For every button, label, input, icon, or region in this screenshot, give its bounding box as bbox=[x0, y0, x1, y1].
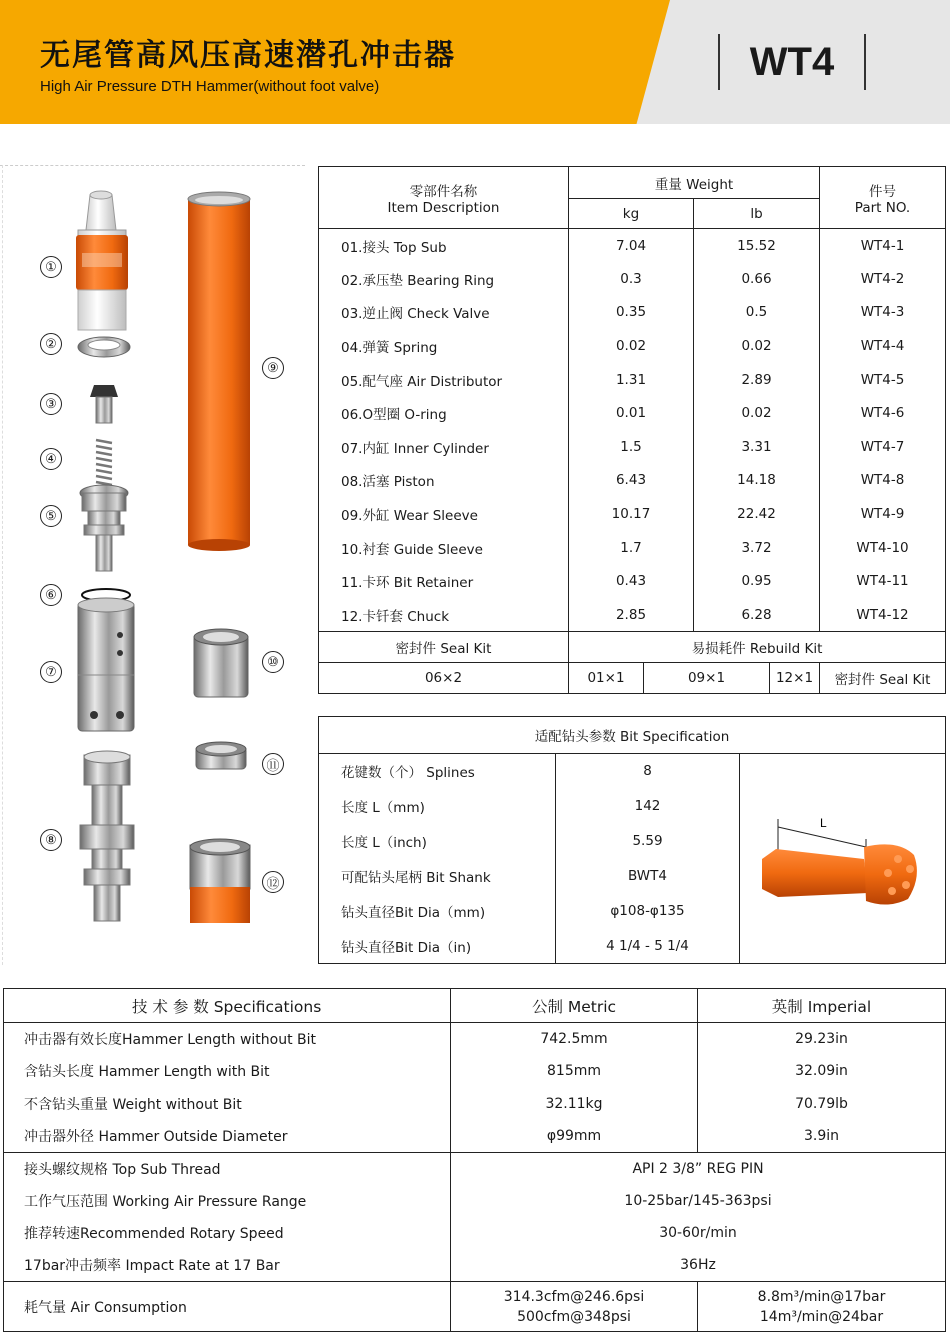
weight-kg: 1.7 bbox=[569, 531, 694, 565]
spec-label: 接头螺纹规格 Top Sub Thread bbox=[4, 1153, 451, 1185]
weight-lb: 2.89 bbox=[694, 363, 820, 397]
specifications-table bbox=[3, 988, 946, 1332]
spec-metric: φ99mm bbox=[451, 1120, 698, 1153]
table-row bbox=[319, 296, 946, 330]
weight-lb: 15.52 bbox=[694, 229, 820, 263]
bit-spec-value: 8 bbox=[556, 754, 740, 789]
table-row bbox=[319, 396, 946, 430]
part-number: WT4-5 bbox=[820, 363, 946, 397]
spec-value: 36Hz bbox=[451, 1249, 946, 1281]
weight-kg: 0.35 bbox=[569, 296, 694, 330]
spec-metric: 815mm bbox=[451, 1055, 698, 1088]
item-description: 12.卡钎套 Chuck bbox=[319, 598, 569, 632]
table-row bbox=[319, 262, 946, 296]
part-number-7: ⑦ bbox=[40, 661, 62, 683]
header-kg: kg bbox=[569, 199, 694, 229]
part-number-1: ① bbox=[40, 256, 62, 278]
header-part-no: 件号 Part NO. bbox=[820, 167, 946, 229]
piston-part bbox=[80, 751, 134, 921]
part-number: WT4-12 bbox=[820, 598, 946, 632]
spec-value: 30-60r/min bbox=[451, 1217, 946, 1249]
weight-kg: 7.04 bbox=[569, 229, 694, 263]
table-row bbox=[319, 598, 946, 632]
spec-imperial: 32.09in bbox=[698, 1055, 946, 1088]
part-number: WT4-10 bbox=[820, 531, 946, 565]
part-number-11: ⑪ bbox=[262, 753, 284, 775]
part-number: WT4-3 bbox=[820, 296, 946, 330]
bit-spec-label: 可配钻头尾柄 Bit Shank bbox=[319, 859, 556, 894]
table-row bbox=[4, 1185, 946, 1217]
spec-value: API 2 3/8” REG PIN bbox=[451, 1153, 946, 1185]
bit-retainer-part bbox=[196, 742, 246, 769]
weight-lb: 22.42 bbox=[694, 497, 820, 531]
air-consumption-metric: 314.3cfm@246.6psi 500cfm@348psi bbox=[451, 1282, 698, 1332]
spec-metric: 32.11kg bbox=[451, 1088, 698, 1121]
table-row bbox=[4, 1120, 946, 1153]
item-description: 06.O型圈 O-ring bbox=[319, 396, 569, 430]
table-row bbox=[4, 1088, 946, 1121]
table-row bbox=[4, 1249, 946, 1281]
bit-length-label: L bbox=[819, 815, 827, 830]
weight-kg: 6.43 bbox=[569, 464, 694, 498]
part-number-5: ⑤ bbox=[40, 505, 62, 527]
part-number-2: ② bbox=[40, 333, 62, 355]
weight-lb: 0.95 bbox=[694, 564, 820, 598]
air-distributor-part bbox=[80, 485, 128, 571]
bit-spec-value: 142 bbox=[556, 789, 740, 824]
spec-label: 工作气压范围 Working Air Pressure Range bbox=[4, 1185, 451, 1217]
part-number: WT4-8 bbox=[820, 464, 946, 498]
table-row bbox=[319, 430, 946, 464]
table-row bbox=[319, 531, 946, 565]
part-number-12: ⑫ bbox=[262, 871, 284, 893]
bit-spec-label: 花键数（个） Splines bbox=[319, 754, 556, 789]
specs-header-label: 技 术 参 数 Specifications bbox=[4, 989, 451, 1023]
spec-label: 推荐转速Recommended Rotary Speed bbox=[4, 1217, 451, 1249]
spec-imperial: 70.79lb bbox=[698, 1088, 946, 1121]
part-number-6: ⑥ bbox=[40, 584, 62, 606]
table-row bbox=[319, 363, 946, 397]
spec-label: 冲击器外径 Hammer Outside Diameter bbox=[4, 1120, 451, 1153]
weight-lb: 3.31 bbox=[694, 430, 820, 464]
diagram-border-left bbox=[2, 165, 3, 965]
spec-label: 17bar冲击频率 Impact Rate at 17 Bar bbox=[4, 1249, 451, 1281]
header-weight: 重量 Weight bbox=[569, 167, 820, 199]
rebuild-value: 密封件 Seal Kit bbox=[820, 663, 946, 694]
weight-kg: 0.02 bbox=[569, 329, 694, 363]
rebuild-kit-label: 易损耗件 Rebuild Kit bbox=[569, 632, 946, 663]
weight-kg: 10.17 bbox=[569, 497, 694, 531]
weight-lb: 0.5 bbox=[694, 296, 820, 330]
bit-spec-value: φ108-φ135 bbox=[556, 894, 740, 929]
weight-kg: 0.43 bbox=[569, 564, 694, 598]
item-description: 05.配气座 Air Distributor bbox=[319, 363, 569, 397]
table-row bbox=[4, 1055, 946, 1088]
air-consumption-imperial: 8.8m³/min@17bar 14m³/min@24bar bbox=[698, 1282, 946, 1332]
table-row bbox=[319, 329, 946, 363]
spec-label: 不含钻头重量 Weight without Bit bbox=[4, 1088, 451, 1121]
chuck-part bbox=[190, 839, 250, 923]
bit-spec-label: 长度 L（inch) bbox=[319, 824, 556, 859]
guide-sleeve-part bbox=[194, 629, 248, 697]
weight-kg: 0.3 bbox=[569, 262, 694, 296]
rebuild-value: 09×1 bbox=[644, 663, 770, 694]
item-description: 10.衬套 Guide Sleeve bbox=[319, 531, 569, 565]
spec-imperial: 29.23in bbox=[698, 1023, 946, 1056]
item-description: 07.内缸 Inner Cylinder bbox=[319, 430, 569, 464]
bit-spec-label: 长度 L（mm) bbox=[319, 789, 556, 824]
item-description: 03.逆止阀 Check Valve bbox=[319, 296, 569, 330]
weight-lb: 0.02 bbox=[694, 329, 820, 363]
part-number-3: ③ bbox=[40, 393, 62, 415]
part-number-4: ④ bbox=[40, 448, 62, 470]
parts-table bbox=[318, 166, 946, 694]
table-row bbox=[4, 1153, 946, 1185]
part-number-8: ⑧ bbox=[40, 829, 62, 851]
weight-kg: 0.01 bbox=[569, 396, 694, 430]
item-description: 11.卡环 Bit Retainer bbox=[319, 564, 569, 598]
spec-label: 含钻头长度 Hammer Length with Bit bbox=[4, 1055, 451, 1088]
air-consumption-label: 耗气量 Air Consumption bbox=[4, 1282, 451, 1332]
weight-lb: 0.66 bbox=[694, 262, 820, 296]
bit-spec-label: 钻头直径Bit Dia（in) bbox=[319, 929, 556, 964]
weight-kg: 1.5 bbox=[569, 430, 694, 464]
part-number: WT4-4 bbox=[820, 329, 946, 363]
header-lb: lb bbox=[694, 199, 820, 229]
bit-spec-value: BWT4 bbox=[556, 859, 740, 894]
bit-spec-label: 钻头直径Bit Dia（mm) bbox=[319, 894, 556, 929]
header-item: 零部件名称 Item Description bbox=[319, 167, 569, 229]
weight-lb: 6.28 bbox=[694, 598, 820, 632]
check-valve-part bbox=[90, 385, 118, 423]
item-description: 04.弹簧 Spring bbox=[319, 329, 569, 363]
bit-spec-table bbox=[318, 716, 946, 964]
rebuild-value: 12×1 bbox=[770, 663, 820, 694]
part-number-9: ⑨ bbox=[262, 357, 284, 379]
bearing-ring-part bbox=[78, 337, 130, 357]
rebuild-value: 01×1 bbox=[569, 663, 644, 694]
seal-kit-value: 06×2 bbox=[319, 663, 569, 694]
spec-label: 冲击器有效长度Hammer Length without Bit bbox=[4, 1023, 451, 1056]
table-row bbox=[319, 229, 946, 263]
bit-spec-value: 4 1/4 - 5 1/4 bbox=[556, 929, 740, 964]
item-description: 02.承压垫 Bearing Ring bbox=[319, 262, 569, 296]
weight-lb: 0.02 bbox=[694, 396, 820, 430]
inner-cylinder-part bbox=[78, 598, 134, 731]
diagram-border-top bbox=[0, 165, 305, 166]
part-number: WT4-7 bbox=[820, 430, 946, 464]
weight-kg: 1.31 bbox=[569, 363, 694, 397]
table-row bbox=[319, 497, 946, 531]
bit-spec-value: 5.59 bbox=[556, 824, 740, 859]
table-row bbox=[319, 564, 946, 598]
spec-metric: 742.5mm bbox=[451, 1023, 698, 1056]
table-row bbox=[319, 754, 946, 789]
exploded-parts-diagram bbox=[60, 175, 300, 935]
item-description: 09.外缸 Wear Sleeve bbox=[319, 497, 569, 531]
table-row bbox=[4, 1217, 946, 1249]
spec-imperial: 3.9in bbox=[698, 1120, 946, 1153]
part-number: WT4-1 bbox=[820, 229, 946, 263]
part-number: WT4-6 bbox=[820, 396, 946, 430]
drill-bit-image bbox=[740, 754, 946, 964]
page-subtitle: High Air Pressure DTH Hammer(without foot valve) bbox=[40, 78, 380, 95]
part-number: WT4-9 bbox=[820, 497, 946, 531]
table-row bbox=[4, 1023, 946, 1056]
spec-value: 10-25bar/145-363psi bbox=[451, 1185, 946, 1217]
model-badge: WT4 bbox=[718, 34, 866, 90]
item-description: 08.活塞 Piston bbox=[319, 464, 569, 498]
top-sub-part bbox=[76, 191, 128, 330]
bit-spec-title: 适配钻头参数 Bit Specification bbox=[319, 717, 946, 754]
weight-lb: 14.18 bbox=[694, 464, 820, 498]
spring-part bbox=[96, 440, 112, 485]
part-number-10: ⑩ bbox=[262, 651, 284, 673]
item-description: 01.接头 Top Sub bbox=[319, 229, 569, 263]
weight-lb: 3.72 bbox=[694, 531, 820, 565]
specs-header-metric: 公制 Metric bbox=[451, 989, 698, 1023]
part-number: WT4-11 bbox=[820, 564, 946, 598]
part-number: WT4-2 bbox=[820, 262, 946, 296]
table-row bbox=[319, 464, 946, 498]
page-title: 无尾管高风压高速潜孔冲击器 bbox=[40, 38, 456, 73]
wear-sleeve-part bbox=[188, 192, 250, 551]
seal-kit-label: 密封件 Seal Kit bbox=[319, 632, 569, 663]
weight-kg: 2.85 bbox=[569, 598, 694, 632]
specs-header-imperial: 英制 Imperial bbox=[698, 989, 946, 1023]
